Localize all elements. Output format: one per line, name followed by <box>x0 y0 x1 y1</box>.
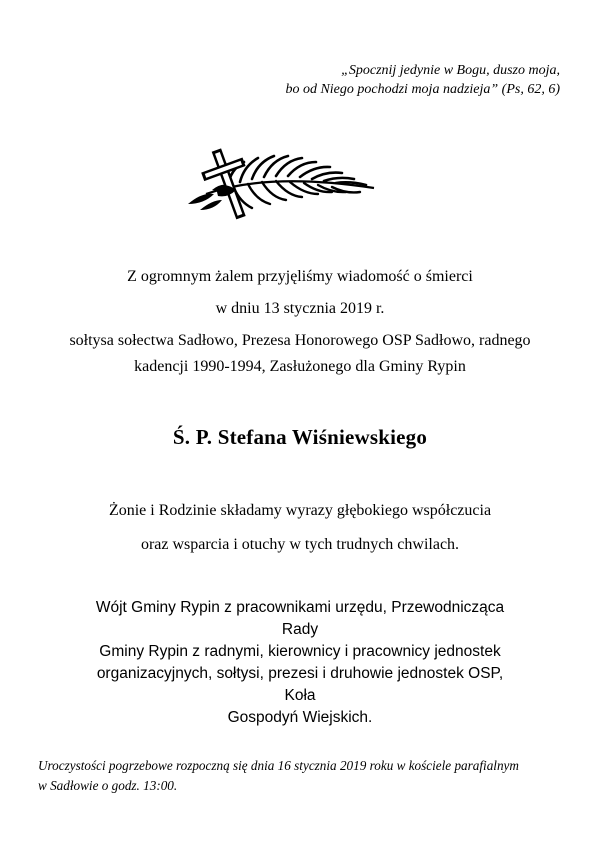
intro-line: kadencji 1990-1994, Zasłużonego dla Gminy Rypin <box>134 358 466 375</box>
intro-date: w dniu 13 stycznia 2019 r. <box>215 300 385 317</box>
signatories <box>80 597 520 729</box>
funeral-line: w Sadłowie o godz. 13:00. <box>38 778 178 793</box>
deceased-name: Ś. P. Stefana Wiśniewskiego <box>172 425 428 449</box>
condolence-message <box>0 494 600 562</box>
signatories-line: Wójt Gminy Rypin z pracownikami urzędu, Przewodnicząca Rady <box>95 599 505 638</box>
intro-line: Z ogromnym żalem przyjęliśmy wiadomość o śmierci <box>127 268 473 285</box>
cross-palm-branch-icon <box>178 142 378 222</box>
funeral-line: Uroczystości pogrzebowe rozpoczną się dnia 16 stycznia 2019 roku w kościele parafialnym <box>38 758 519 773</box>
signatories-line: Gospodyń Wiejskich. <box>227 709 373 726</box>
epigraph-quote <box>240 61 560 99</box>
epigraph-line: „Spocznij jedynie w Bogu, duszo moja, <box>341 63 560 78</box>
intro-line: sołtysa sołectwa Sadłowo, Prezesa Honorowego OSP Sadłowo, radnego <box>69 332 531 349</box>
condolence-line: Żonie i Rodzinie składamy wyrazy głębokiego współczucia <box>108 502 492 519</box>
signatories-line: Gminy Rypin z radnymi, kierownicy i pracownicy jednostek <box>99 643 501 660</box>
announcement-intro <box>0 264 600 380</box>
funeral-notice <box>38 756 568 796</box>
signatories-line: organizacyjnych, sołtysi, prezesi i druhowie jednostek OSP, Koła <box>96 665 504 704</box>
condolence-line: oraz wsparcia i otuchy w tych trudnych chwilach. <box>140 536 460 553</box>
epigraph-line: bo od Niego pochodzi moja nadzieja” (Ps, 62, 6) <box>285 82 560 97</box>
